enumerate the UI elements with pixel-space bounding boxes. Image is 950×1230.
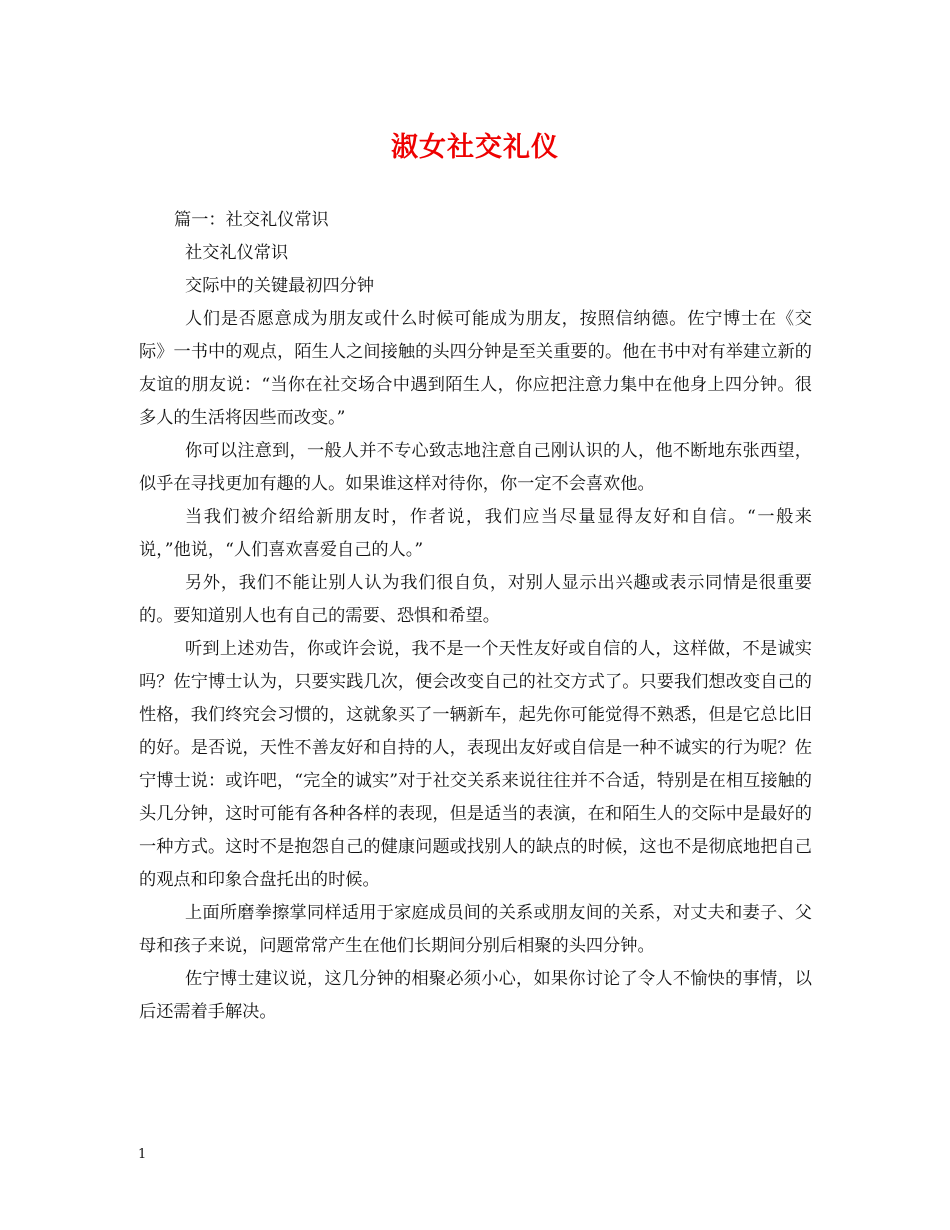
paragraph: 你可以注意到，一般人并不专心致志地注意自己刚认识的人，他不断地东张西望，似乎在寻找更加有趣的人。如果谁这样对待你，你一定不会喜欢他。: [139, 441, 812, 494]
topic-heading: 交际中的关键最初四分钟: [185, 276, 375, 296]
paragraph: 听到上述劝告，你或许会说，我不是一个天性友好或自信的人，这样做，不是诚实吗？佐宁博士认为，只要实践几次，便会改变自己的社交方式了。只要我们想改变自己的性格，我们终究会习惯的，这就象买了一辆新车，起先你可能觉得不熟悉，但是它总比旧的好。是否说，天性不善友好和自持的人，表现出友好或自信是一种不诚实的行为呢？佐宁博士说：或许吧，“完全的诚实”对于社交关系来说往往并不合适，特别是在相互接触的头几分钟，这时可能有各种各样的表现，但是适当的表演，在和陌生人的交际中是最好的一种方式。这时不是抱怨自己的健康问题或找别人的缺点的时候，这也不是彻底地把自己的观点和印象合盘托出的时候。: [139, 639, 812, 890]
section-heading: 篇一：社交礼仪常识: [174, 210, 329, 230]
paragraph: 另外，我们不能让别人认为我们很自负，对别人显示出兴趣或表示同情是很重要的。要知道别人也有自己的需要、恐惧和希望。: [139, 573, 812, 626]
document-body: [139, 204, 812, 1029]
document-title: 淑女社交礼仪: [391, 132, 559, 163]
subheading: 社交礼仪常识: [185, 243, 289, 263]
paragraph: 当我们被介绍给新朋友时，作者说，我们应当尽量显得友好和自信。“一般来说，”他说，“人们喜欢喜爱自己的人。”: [139, 507, 812, 560]
paragraph: 上面所磨拳擦掌同样适用于家庭成员间的关系或朋友间的关系，对丈夫和妻子、父母和孩子来说，问题常常产生在他们长期间分别后相聚的头四分钟。: [139, 903, 812, 956]
paragraph: 佐宁博士建议说，这几分钟的相聚必须小心，如果你讨论了令人不愉快的事情，以后还需着手解决。: [139, 969, 812, 1022]
paragraph: 人们是否愿意成为朋友或什么时候可能成为朋友，按照信纳德。佐宁博士在《交际》一书中的观点，陌生人之间接触的头四分钟是至关重要的。他在书中对有举建立新的友谊的朋友说：“当你在社交场合中遇到陌生人，你应把注意力集中在他身上四分钟。很多人的生活将因些而改变。”: [139, 309, 812, 428]
page-number: 1: [138, 1147, 147, 1162]
